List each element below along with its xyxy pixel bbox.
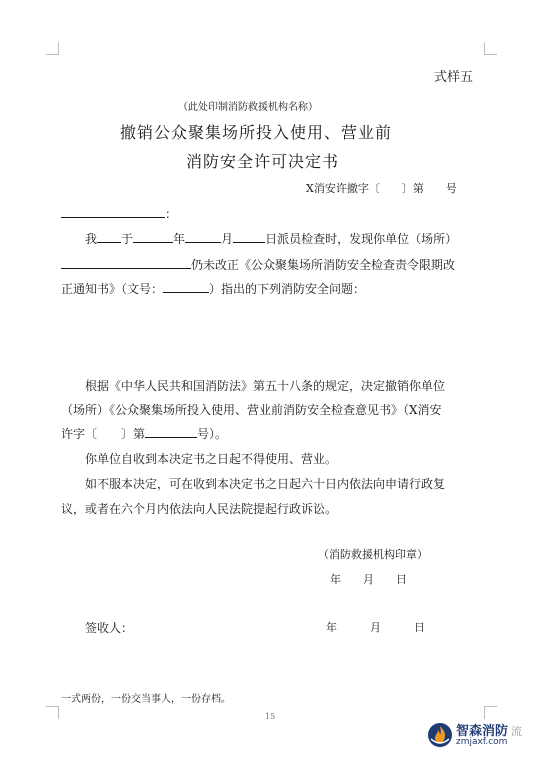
org-name-note: （此处印制消防救援机构名称） [178, 102, 318, 113]
p2-line3-text-a: 许字〔 〕第 [61, 427, 146, 441]
paragraph-1-line-1 [85, 230, 457, 247]
p1-year: 年 [173, 232, 186, 246]
blank-day [233, 231, 265, 243]
p1-line3-text-b: ）指出的下列消防安全问题： [209, 282, 366, 296]
signer-date: 年 月 日 [326, 621, 425, 634]
paragraph-2-line-2: （场所）《公众聚集场所投入使用、营业前消防安全检查意见书》（X消安 [61, 403, 442, 417]
p1-text-c: 日派员检查时，发现你单位（场所） [265, 232, 458, 246]
blank-month [185, 231, 221, 243]
paragraph-1-line-2 [61, 256, 455, 273]
blank-unit-name [61, 257, 191, 269]
p1-text-b: 于 [121, 232, 134, 246]
crop-mark-bottom-left [46, 706, 59, 719]
p1-line2-text: 仍未改正《公众聚集场所消防安全检查责令限期改 [191, 258, 456, 272]
sample-label: 式样五 [434, 70, 474, 85]
watermark-brand: 智森消防 [456, 724, 509, 739]
p1-line3-text-a: 正通知书》（文号： [61, 282, 164, 296]
blank-year [133, 231, 173, 243]
p1-month: 月 [221, 232, 234, 246]
blank-agency [97, 231, 121, 243]
p2-line3-text-b: 号）。 [197, 427, 228, 441]
paragraph-4-line-1: 如不服本决定，可在收到本决定书之日起六十日内依法向申请行政复 [85, 477, 446, 491]
watermark-logo [426, 718, 536, 752]
addressee-line [61, 205, 177, 222]
paragraph-4-line-2: 议，或者在六个月内依法向人民法院提起行政诉讼。 [61, 502, 338, 516]
blank-notice-number [163, 281, 209, 293]
document-title-line2: 消防安全许可决定书 [186, 152, 340, 171]
watermark-tail: 流 [511, 725, 522, 738]
paragraph-2-line-1: 根据《中华人民共和国消防法》第五十八条的规定，决定撤销你单位 [85, 379, 446, 393]
flame-logo-icon [426, 721, 454, 749]
signer-label: 签收人： [85, 621, 134, 635]
document-title-line1: 撤销公众聚集场所投入使用、营业前 [120, 123, 393, 142]
crop-mark-top-right [484, 42, 497, 55]
blank-opinion-number [145, 426, 197, 438]
page-number: 15 [265, 712, 276, 721]
footnote: 一式两份，一份交当事人，一份存档。 [61, 694, 231, 705]
paragraph-3: 你单位自收到本决定书之日起不得使用、营业。 [85, 452, 338, 466]
paragraph-2-line-3 [61, 425, 227, 442]
issuer-seal: （消防救援机构印章） [318, 548, 428, 561]
addressee-colon: ： [165, 207, 178, 221]
crop-mark-top-left [46, 42, 59, 55]
paragraph-1-line-3 [61, 280, 365, 297]
issue-date: 年 月 日 [330, 573, 407, 586]
p1-text-a: 我 [85, 232, 98, 246]
watermark-url: zmjaxf.com [456, 737, 508, 747]
document-number: X消安许撤字〔 〕第 号 [306, 182, 457, 195]
addressee-blank [61, 206, 165, 218]
